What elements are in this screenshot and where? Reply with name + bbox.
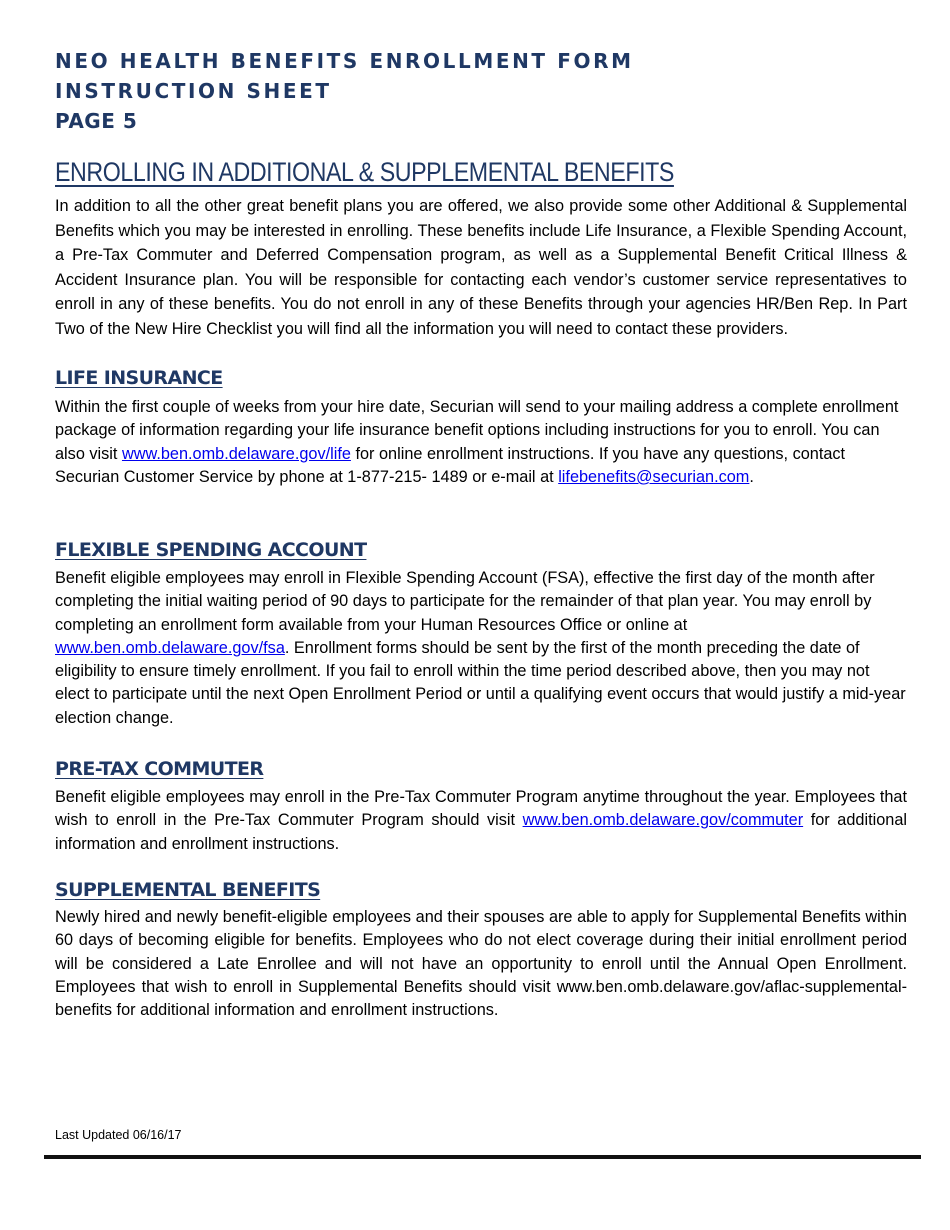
life-email-link[interactable]: lifebenefits@securian.com xyxy=(558,467,750,486)
last-updated: Last Updated 06/16/17 xyxy=(55,1128,182,1142)
life-text-1: Within the first couple of weeks from your hire date, Securian will send to your mailing address a complete enrollment package of information regarding your life insurance benefit options including instructions for you to enroll. You can also visit xyxy=(55,398,899,463)
commuter-heading: PRE-TAX COMMUTER xyxy=(55,758,264,780)
fsa-text-1: Benefit eligible employees may enroll in Flexible Spending Account (FSA), effective the first day of the month after completing the initial waiting period of 90 days to participate for the remainder of that plan year. You may enroll by completing an enrollment form available from your Human Resources Office or online at xyxy=(55,569,875,634)
fsa-link[interactable]: www.ben.omb.delaware.gov/fsa xyxy=(55,638,285,657)
commuter-link[interactable]: www.ben.omb.delaware.gov/commuter xyxy=(522,811,804,830)
form-title: NEO HEALTH BENEFITS ENROLLMENT FORM xyxy=(55,49,634,73)
fsa-text-2: . Enrollment forms should be sent by the first of the month preceding the date of eligibility to ensure timely enrollment. If you fail to enroll within the time period described above, then you may not elect to participate until the next Open Enrollment Period or until a qualifying event occurs that would justify a mid-year election change. xyxy=(55,638,906,727)
commuter-paragraph xyxy=(55,786,907,856)
life-insurance-paragraph xyxy=(55,396,907,489)
supplemental-paragraph: Newly hired and newly benefit-eligible employees and their spouses are able to apply for Supplemental Benefits within 60 days of becoming eligible for benefits. Employees who do not elect coverage during their initial enrollment period will be considered a Late Enrollee and will not have an opportunity to enroll until the Annual Open Enrollment. Employees that wish to enroll in Supplemental Benefits should visit www.ben.omb.delaware.gov/aflac-supplemental-benefits for additional information and enrollment instructions. xyxy=(55,908,907,1020)
commuter-text-2: for additional information and enrollment instructions. xyxy=(55,811,907,853)
life-text-3: . xyxy=(749,467,754,486)
life-link[interactable]: www.ben.omb.delaware.gov/life xyxy=(121,444,351,463)
fsa-heading: FLEXIBLE SPENDING ACCOUNT xyxy=(55,539,367,561)
commuter-text-1: Benefit eligible employees may enroll in the Pre-Tax Commuter Program anytime throughout the year. Employees that wish to enroll in the Pre-Tax Commuter Program should visit xyxy=(55,788,907,830)
page-number: PAGE 5 xyxy=(55,109,138,133)
life-text-2: for online enrollment instructions. If you have any questions, contact Securian Customer Service by phone at 1-877-215- 1489 or e-mail at xyxy=(55,444,846,486)
section-title: ENROLLING IN ADDITIONAL & SUPPLEMENTAL BENEFITS xyxy=(55,157,674,187)
life-insurance-heading: LIFE INSURANCE xyxy=(55,367,223,389)
fsa-paragraph xyxy=(55,567,907,730)
form-subtitle: INSTRUCTION SHEET xyxy=(55,79,332,103)
intro-paragraph: In addition to all the other great benefit plans you are offered, we also provide some other Additional & Supplemental Benefits which you may be interested in enrolling. These benefits include Life Insurance, a Flexible Spending Account, a Pre-Tax Commuter and Deferred Compensation program, as well as a Supplemental Benefit Critical Illness & Accident Insurance plan. You will be responsible for contacting each vendor’s customer service representatives to enroll in any of these benefits. You do not enroll in any of these Benefits through your agencies HR/Ben Rep. In Part Two of the New Hire Checklist you will find all the information you will need to contact these providers. xyxy=(55,197,907,338)
footer-divider xyxy=(44,1155,921,1159)
supplemental-heading: SUPPLEMENTAL BENEFITS xyxy=(55,879,321,901)
